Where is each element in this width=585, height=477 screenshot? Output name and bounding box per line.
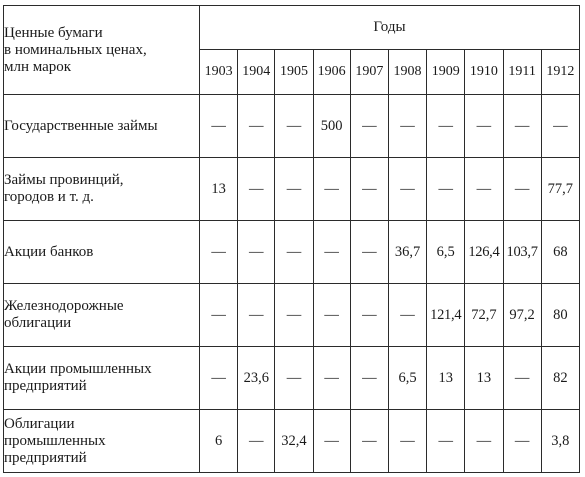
value-cell: 80 xyxy=(541,284,579,347)
value-cell: 97,2 xyxy=(503,284,541,347)
header-row-top xyxy=(4,6,580,50)
value-cell: — xyxy=(238,284,275,347)
header-label-line: Ценные бумаги xyxy=(4,24,103,41)
value-cell: — xyxy=(313,347,350,410)
header-label-line: в номинальных ценах, xyxy=(4,41,147,58)
row-label-cell xyxy=(4,95,200,158)
table-row xyxy=(4,347,580,410)
value-cell: — xyxy=(238,158,275,221)
value-cell: — xyxy=(350,410,388,473)
value-cell: — xyxy=(275,284,313,347)
year-header-cell: 1908 xyxy=(388,50,426,95)
row-label-cell xyxy=(4,347,200,410)
value-cell: — xyxy=(503,158,541,221)
row-label-line: Займы провинций, xyxy=(4,172,124,188)
value-cell: — xyxy=(427,95,465,158)
value-cell: 32,4 xyxy=(275,410,313,473)
row-label-line: городов и т. д. xyxy=(4,189,94,205)
header-label-line: млн марок xyxy=(4,58,72,75)
value-cell: 6,5 xyxy=(427,221,465,284)
row-label-line: Облигации xyxy=(4,415,75,432)
value-cell: 121,4 xyxy=(427,284,465,347)
year-header-cell: 1906 xyxy=(313,50,350,95)
value-cell: — xyxy=(350,95,388,158)
value-cell: — xyxy=(350,284,388,347)
row-label-line: Государственные займы xyxy=(4,117,158,134)
value-cell: — xyxy=(238,221,275,284)
value-cell: — xyxy=(427,158,465,221)
year-header-cell: 1903 xyxy=(200,50,238,95)
value-cell: — xyxy=(200,95,238,158)
value-cell: 126,4 xyxy=(465,221,503,284)
year-header-cell: 1912 xyxy=(541,50,579,95)
value-cell: — xyxy=(388,158,426,221)
header-label-cell xyxy=(4,6,200,95)
value-cell: 68 xyxy=(541,221,579,284)
row-label-cell xyxy=(4,410,200,473)
row-label-cell xyxy=(4,158,200,221)
table-row xyxy=(4,95,580,158)
value-cell: 103,7 xyxy=(503,221,541,284)
value-cell: — xyxy=(541,95,579,158)
value-cell: — xyxy=(275,347,313,410)
years-header: Годы xyxy=(200,6,580,50)
year-header-cell: 1907 xyxy=(350,50,388,95)
value-cell: — xyxy=(200,221,238,284)
value-cell: — xyxy=(238,95,275,158)
value-cell: — xyxy=(350,347,388,410)
year-header-cell: 1911 xyxy=(503,50,541,95)
value-cell: — xyxy=(427,410,465,473)
value-cell: — xyxy=(503,410,541,473)
row-label-line: предприятий xyxy=(4,378,87,394)
value-cell: 3,8 xyxy=(541,410,579,473)
value-cell: — xyxy=(465,410,503,473)
year-header-cell: 1904 xyxy=(238,50,275,95)
value-cell: 500 xyxy=(313,95,350,158)
value-cell: 6,5 xyxy=(388,347,426,410)
value-cell: 23,6 xyxy=(238,347,275,410)
value-cell: — xyxy=(388,410,426,473)
value-cell: — xyxy=(465,158,503,221)
value-cell: 72,7 xyxy=(465,284,503,347)
table-row xyxy=(4,221,580,284)
value-cell: — xyxy=(238,410,275,473)
value-cell: — xyxy=(313,410,350,473)
value-cell: — xyxy=(503,95,541,158)
value-cell: — xyxy=(388,95,426,158)
year-header-cell: 1910 xyxy=(465,50,503,95)
value-cell: — xyxy=(350,221,388,284)
row-label-line: промышленных xyxy=(4,432,106,449)
value-cell: 13 xyxy=(200,158,238,221)
value-cell: — xyxy=(200,347,238,410)
value-cell: — xyxy=(313,284,350,347)
row-label-line: Акции промышленных xyxy=(4,361,152,377)
row-label-line: предприятий xyxy=(4,449,87,466)
value-cell: 82 xyxy=(541,347,579,410)
table-row xyxy=(4,410,580,473)
value-cell: — xyxy=(388,284,426,347)
value-cell: — xyxy=(275,221,313,284)
year-header-cell: 1905 xyxy=(275,50,313,95)
value-cell: 6 xyxy=(200,410,238,473)
value-cell: — xyxy=(275,158,313,221)
row-label-line: Железнодорожные xyxy=(4,298,124,314)
value-cell: — xyxy=(313,158,350,221)
value-cell: — xyxy=(275,95,313,158)
table-row xyxy=(4,158,580,221)
table-row xyxy=(4,284,580,347)
value-cell: — xyxy=(350,158,388,221)
row-label-line: Акции банков xyxy=(4,243,94,260)
value-cell: — xyxy=(465,95,503,158)
row-label-line: облигации xyxy=(4,315,72,331)
year-header-cell: 1909 xyxy=(427,50,465,95)
value-cell: 13 xyxy=(427,347,465,410)
value-cell: — xyxy=(313,221,350,284)
value-cell: 77,7 xyxy=(541,158,579,221)
row-label-cell xyxy=(4,221,200,284)
value-cell: 36,7 xyxy=(388,221,426,284)
value-cell: — xyxy=(503,347,541,410)
row-label-cell xyxy=(4,284,200,347)
value-cell: — xyxy=(200,284,238,347)
securities-table xyxy=(3,5,580,473)
value-cell: 13 xyxy=(465,347,503,410)
